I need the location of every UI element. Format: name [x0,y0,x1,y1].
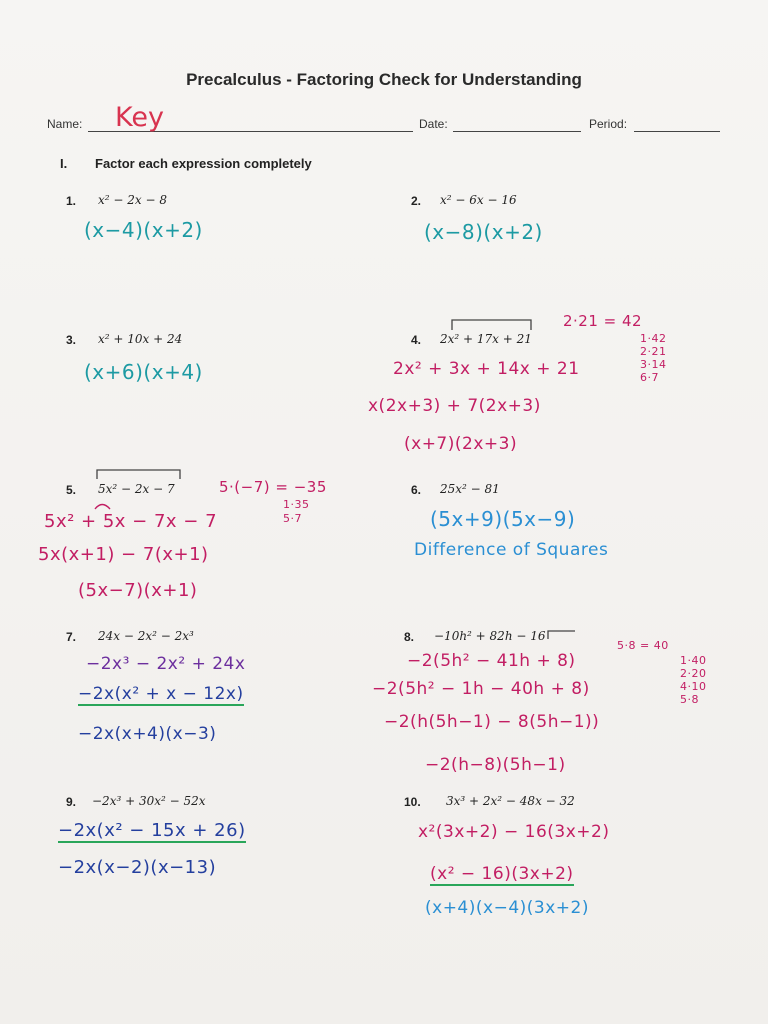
arc-mark [95,505,110,510]
problem-expression: 2x² + 17x + 21 [440,332,532,346]
work-line: −2(5h² − 1h − 40h + 8) [372,679,590,699]
side-work: 2·21 = 42 [563,312,643,330]
date-label: Date: [419,117,448,131]
side-work: 5·8 [680,693,699,706]
work-line: x²(3x+2) − 16(3x+2) [418,822,610,842]
answer-line: (5x+9)(5x−9) [430,507,576,531]
work-line: −2x(x² − 15x + 26) [58,820,246,841]
side-work: 2·20 [680,667,707,680]
bracket-mark [97,470,180,479]
problem-number: 4. [411,333,422,347]
problem-number: 7. [66,630,77,644]
problem-expression: −2x³ + 30x² − 52x [92,794,206,808]
name-value: Key [115,102,164,133]
answer-line: (x+6)(x+4) [84,360,203,384]
work-line: 2x² + 3x + 14x + 21 [393,359,580,379]
answer-line: −2(h−8)(5h−1) [425,755,566,775]
problem-expression: x² − 6x − 16 [440,193,517,207]
answer-line: (5x−7)(x+1) [78,580,198,601]
side-work: 6·7 [640,371,659,384]
side-work: 1·40 [680,654,707,667]
work-line: x(2x+3) + 7(2x+3) [368,396,541,416]
period-label: Period: [589,117,628,131]
problem-expression: x² − 2x − 8 [98,193,167,207]
work-line: −2x(x² + x − 12x) [78,684,244,704]
side-work: 5·7 [283,512,302,525]
worksheet-title: Precalculus - Factoring Check for Understanding [186,70,582,89]
answer-line: (x−8)(x+2) [424,220,543,244]
side-work: 4·10 [680,680,707,693]
problem-expression: 25x² − 81 [440,482,500,496]
work-line: 5x(x+1) − 7(x+1) [38,544,209,565]
side-work: 3·14 [640,358,667,371]
problem-number: 1. [66,194,77,208]
name-label: Name: [47,117,83,131]
answer-line: (x−4)(x+2) [84,218,203,242]
work-line: 5x² + 5x − 7x − 7 [44,511,218,532]
bracket-mark [548,631,575,639]
work-line: −2x³ − 2x² + 24x [86,654,246,674]
work-line: −2(5h² − 41h + 8) [407,651,576,671]
answer-line: (x+7)(2x+3) [404,434,518,454]
side-work: 1·42 [640,332,667,345]
problem-expression: 5x² − 2x − 7 [98,482,175,496]
section-instruction: Factor each expression completely [95,156,312,171]
problem-expression: −10h² + 82h − 16 [434,629,546,643]
problem-number: 8. [404,630,415,644]
problem-number: 2. [411,194,422,208]
answer-note: Difference of Squares [414,540,609,560]
work-line: −2(h(5h−1) − 8(5h−1)) [384,712,600,732]
problem-number: 3. [66,333,77,347]
section-number: I. [60,156,68,171]
work-line: (x² − 16)(3x+2) [430,864,574,884]
problem-expression: 3x³ + 2x² − 48x − 32 [446,794,575,808]
side-work: 5·(−7) = −35 [219,478,327,496]
problem-number: 10. [404,795,421,809]
side-work: 5·8 = 40 [617,639,669,652]
problem-expression: x² + 10x + 24 [98,332,183,346]
problem-number: 6. [411,483,422,497]
answer-line: −2x(x−2)(x−13) [58,857,217,878]
answer-line: (x+4)(x−4)(3x+2) [425,898,589,918]
side-work: 2·21 [640,345,667,358]
problem-expression: 24x − 2x² − 2x³ [98,629,194,643]
answer-line: −2x(x+4)(x−3) [78,724,217,744]
bracket-mark [452,320,531,330]
problem-number: 9. [66,795,77,809]
side-work: 1·35 [283,498,310,511]
problem-number: 5. [66,483,77,497]
